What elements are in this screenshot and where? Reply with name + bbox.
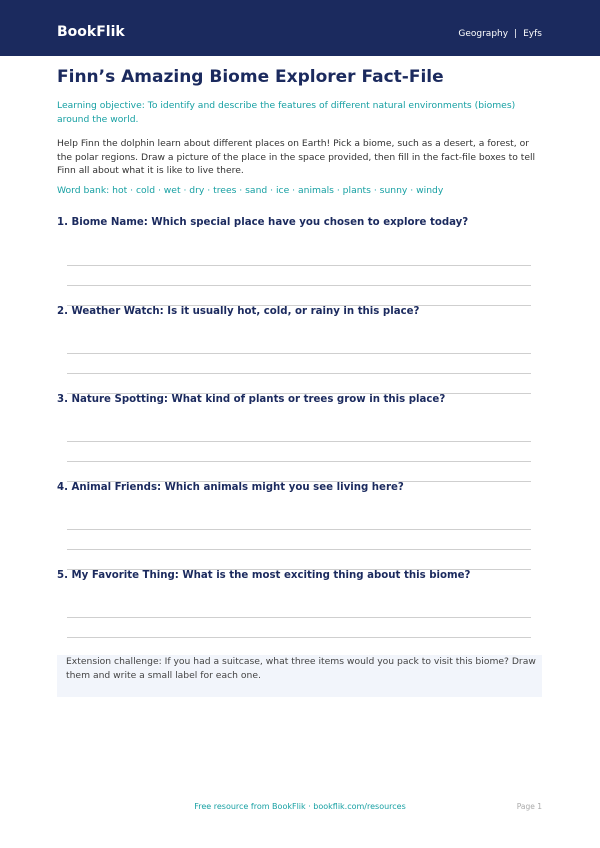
brand-logo-text[interactable]: BookFlik: [57, 24, 125, 40]
extension-challenge-box: [57, 655, 542, 697]
question-3: 3. Nature Spotting: What kind of plants or trees grow in this place?: [57, 394, 446, 405]
question-5: 5. My Favorite Thing: What is the most exciting thing about this biome?: [57, 570, 471, 581]
answer-line[interactable]: [67, 549, 531, 550]
intro-paragraph: Help Finn the dolphin learn about different places on Earth! Pick a biome, such as a desert, a forest, or the polar regions. Draw a picture of the place in the space provided, then fill in the fact-file boxes to tell Finn all about what it is like to live there.: [57, 138, 536, 176]
answer-line[interactable]: [67, 461, 531, 462]
footer-link[interactable]: Free resource from BookFlik · bookflik.com/resources: [194, 802, 406, 811]
learning-objective: Learning objective: To identify and describe the features of different natural environments (biomes) around the world.: [57, 100, 516, 125]
answer-line[interactable]: [67, 285, 531, 286]
answer-line[interactable]: [67, 265, 531, 266]
header-meta: [458, 28, 542, 40]
answer-line[interactable]: [67, 353, 531, 354]
header-bar: [0, 0, 600, 56]
question-4: 4. Animal Friends: Which animals might you see living here?: [57, 482, 404, 493]
level-label: Eyfs: [523, 29, 542, 39]
subject-label: Geography: [458, 29, 509, 39]
question-1: 1. Biome Name: Which special place have you chosen to explore today?: [57, 217, 469, 228]
answer-line[interactable]: [67, 617, 531, 618]
word-bank: Word bank: hot · cold · wet · dry · trees · sand · ice · animals · plants · sunny · windy: [57, 185, 444, 196]
page-title: Finn’s Amazing Biome Explorer Fact-File: [57, 67, 444, 87]
answer-line[interactable]: [67, 529, 531, 530]
page-number: Page 1: [516, 802, 542, 811]
answer-line[interactable]: [67, 637, 531, 638]
question-2: 2. Weather Watch: Is it usually hot, cold, or rainy in this place?: [57, 306, 420, 317]
extension-challenge-text: Extension challenge: If you had a suitcase, what three items would you pack to visit this biome? Draw them and write a small label for each one.: [66, 656, 536, 681]
answer-line[interactable]: [67, 441, 531, 442]
meta-separator: |: [514, 29, 518, 39]
answer-line[interactable]: [67, 373, 531, 374]
